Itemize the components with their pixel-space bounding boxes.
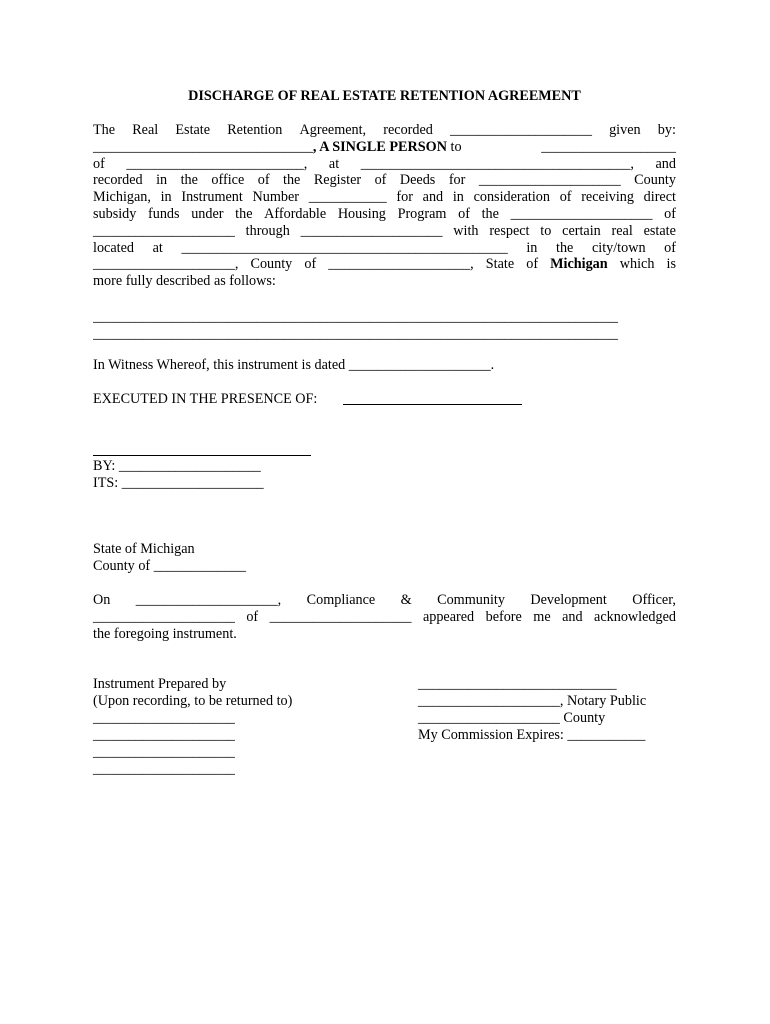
prepared-by-label: Instrument Prepared by (93, 676, 227, 692)
state-line: State of Michigan (93, 541, 195, 557)
paragraph-line: located at ______________________________________________ in the city/town of (93, 239, 676, 256)
description-line: __________________________________________________________________________ (93, 309, 618, 325)
return-to-note: (Upon recording, to be returned to) (93, 693, 293, 709)
paragraph-line: of _________________________, at ______________________________________, and (93, 155, 676, 172)
paragraph-line: recorded in the office of the Register of Deeds for ____________________ County (93, 172, 676, 189)
document-title: DISCHARGE OF REAL ESTATE RETENTION AGREEMENT (188, 88, 581, 104)
paragraph-line: Michigan, in Instrument Number ___________ for and in consideration of receiving direct (93, 189, 676, 206)
county-line: County of _____________ (93, 558, 246, 574)
witness-date-line: In Witness Whereof, this instrument is dated ____________________. (93, 357, 495, 373)
commission-expires-line: My Commission Expires: ___________ (418, 727, 646, 743)
acknowledgment-paragraph (93, 592, 676, 642)
paragraph-line: On ____________________, Compliance & Community Development Officer, (93, 592, 676, 608)
prepared-by-blank-line: ____________________ (93, 744, 235, 760)
executed-in-presence-label: EXECUTED IN THE PRESENCE OF: (93, 391, 318, 407)
prepared-by-blank-line: ____________________ (93, 727, 235, 743)
paragraph-line: more fully described as follows: (93, 273, 276, 290)
prepared-by-blank-line: ____________________ (93, 761, 235, 777)
by-line: BY: ____________________ (93, 458, 261, 474)
notary-public-line: ____________________, Notary Public (418, 693, 647, 709)
notary-county-line: ____________________ County (418, 710, 606, 726)
agreement-paragraph (93, 122, 676, 290)
paragraph-line: the foregoing instrument. (93, 625, 237, 642)
prepared-by-blank-line: ____________________ (93, 710, 235, 726)
signature-rule (93, 455, 311, 456)
description-line: __________________________________________________________________________ (93, 326, 618, 342)
paragraph-line: The Real Estate Retention Agreement, recorded ____________________ given by: (93, 122, 676, 138)
paragraph-line: _______________________________, A SINGLE PERSON to ___________________ (93, 138, 676, 155)
its-line: ITS: ____________________ (93, 475, 264, 491)
executed-witness-rule (343, 404, 522, 405)
notary-signature-blank: ____________________________ (418, 676, 617, 692)
paragraph-line: subsidy funds under the Affordable Housing Program of the ____________________ of (93, 205, 676, 222)
paragraph-line: ____________________, County of ____________________, State of Michigan which is (93, 256, 676, 273)
paragraph-line: ____________________ of ____________________ appeared before me and acknowledged (93, 608, 676, 625)
paragraph-line: ____________________ through ____________________ with respect to certain real estate (93, 222, 676, 239)
